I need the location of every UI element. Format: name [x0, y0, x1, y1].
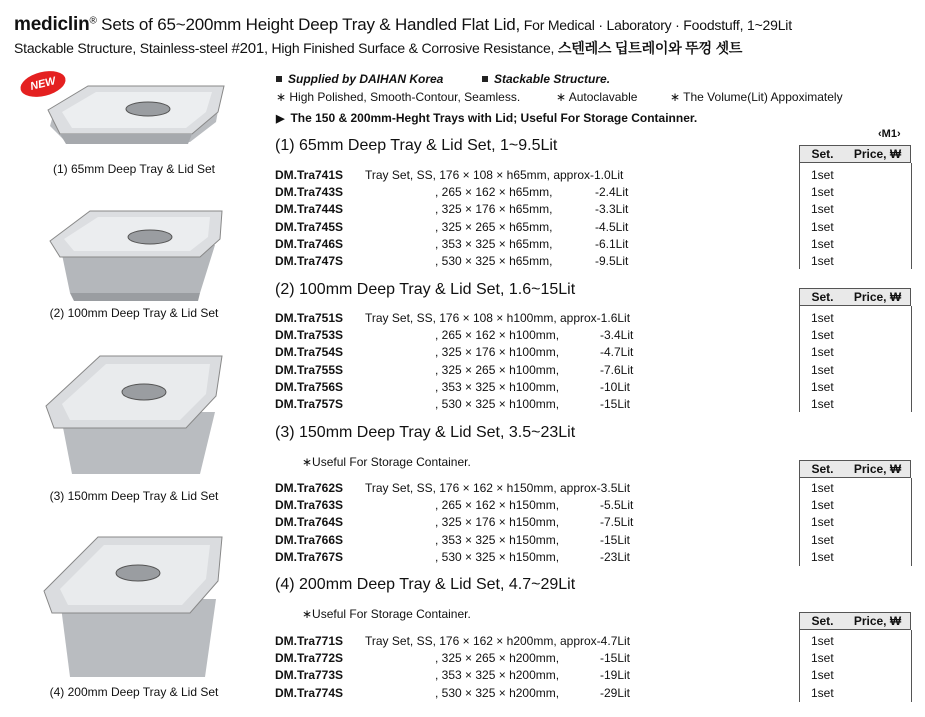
page-title: mediclin® Sets of 65~200mm Height Deep Tray & Handled Flat Lid, For Medical · Laboratory · Foodstuff, 1~29Lit	[14, 14, 792, 35]
column-divider	[799, 478, 800, 566]
cell-set: 1set	[811, 202, 834, 217]
model-tag: ‹M1›	[878, 128, 901, 140]
cell-vol: -7.5Lit	[600, 515, 634, 530]
cell-set: 1set	[811, 634, 834, 648]
cell-code: DM.Tra754S	[275, 345, 344, 360]
cell-code: DM.Tra746S	[275, 236, 344, 251]
cell-code: DM.Tra762S	[275, 481, 344, 495]
feature-polished: ∗ High Polished, Smooth-Contour, Seamless.	[276, 90, 521, 104]
cell-code: DM.Tra741S	[275, 168, 344, 182]
triangle-bullet-icon: ▶	[276, 113, 285, 125]
caption-200mm: (4) 200mm Deep Tray & Lid Set	[49, 685, 219, 699]
cell-vol: -9.5Lit	[595, 254, 629, 268]
cell-code: DM.Tra774S	[275, 685, 344, 700]
cell-desc: Tray Set, SS, 176 × 162 × h150mm, approx-3.5Lit	[365, 481, 631, 495]
tray-200mm-image	[40, 535, 230, 681]
cell-dim: , 325 × 176 × h150mm,	[435, 515, 560, 530]
cell-vol: -3.4Lit	[600, 328, 634, 343]
cell-code: DM.Tra771S	[275, 634, 344, 648]
cell-set: 1set	[811, 219, 834, 234]
cell-set: 1set	[811, 498, 834, 513]
cell-code: DM.Tra772S	[275, 651, 344, 666]
cell-desc: Tray Set, SS, 176 × 108 × h100mm, approx-1.6Lit	[365, 311, 631, 325]
tray-150mm-image	[40, 352, 230, 480]
cell-dim: , 353 × 325 × h200mm,	[435, 668, 560, 683]
cell-set: 1set	[811, 397, 834, 411]
cell-code: DM.Tra773S	[275, 668, 344, 683]
table-header: Set. Price, ₩	[799, 288, 911, 306]
caption-150mm: (3) 150mm Deep Tray & Lid Set	[49, 489, 219, 503]
cell-vol: -2.4Lit	[595, 185, 629, 200]
cell-set: 1set	[811, 236, 834, 251]
cell-dim: , 325 × 176 × h100mm,	[435, 345, 560, 360]
cell-vol: -15Lit	[600, 532, 631, 547]
cell-dim: , 325 × 265 × h200mm,	[435, 651, 560, 666]
cell-vol: -4.7Lit	[600, 345, 634, 360]
cell-dim: , 265 × 162 × h100mm,	[435, 328, 560, 343]
column-divider	[799, 306, 800, 412]
cell-dim: , 353 × 325 × h100mm,	[435, 379, 560, 394]
cell-set: 1set	[811, 481, 834, 495]
cell-set: 1set	[811, 345, 834, 360]
cell-set: 1set	[811, 185, 834, 200]
cell-dim: , 353 × 325 × h150mm,	[435, 532, 560, 547]
square-bullet-icon	[482, 76, 488, 82]
section-title-200mm: (4) 200mm Deep Tray & Lid Set, 4.7~29Lit	[275, 576, 576, 593]
cell-code: DM.Tra764S	[275, 515, 344, 530]
square-bullet-icon	[276, 76, 282, 82]
cell-dim: , 353 × 325 × h65mm,	[435, 236, 553, 251]
tray-100mm-image	[40, 205, 230, 305]
cell-set: 1set	[811, 379, 834, 394]
cell-dim: , 530 × 325 × h100mm,	[435, 397, 560, 411]
cell-dim: , 530 × 325 × h150mm,	[435, 549, 560, 564]
cell-code: DM.Tra763S	[275, 498, 344, 513]
cell-vol: -6.1Lit	[595, 236, 629, 251]
tray-65mm-image	[40, 82, 230, 152]
cell-desc: Tray Set, SS, 176 × 108 × h65mm, approx-1.0Lit	[365, 168, 624, 182]
column-divider	[911, 306, 912, 412]
cell-set: 1set	[811, 549, 834, 564]
new-badge: NEW	[18, 67, 68, 101]
table-header: Set. Price, ₩	[799, 460, 911, 478]
column-divider	[911, 478, 912, 566]
cell-vol: -23Lit	[600, 549, 631, 564]
cell-set: 1set	[811, 532, 834, 547]
cell-code: DM.Tra766S	[275, 532, 344, 547]
column-divider	[911, 163, 912, 269]
caption-65mm: (1) 65mm Deep Tray & Lid Set	[52, 162, 216, 176]
cell-code: DM.Tra751S	[275, 311, 344, 325]
cell-vol: -19Lit	[600, 668, 631, 683]
cell-vol: -10Lit	[600, 379, 631, 394]
feature-supplied: Supplied by DAIHAN Korea	[276, 72, 443, 86]
cell-set: 1set	[811, 311, 834, 325]
cell-vol: -29Lit	[600, 685, 631, 700]
cell-vol: -15Lit	[600, 651, 631, 666]
cell-set: 1set	[811, 651, 834, 666]
cell-set: 1set	[811, 254, 834, 268]
table-header: Set. Price, ₩	[799, 145, 911, 163]
cell-code: DM.Tra753S	[275, 328, 344, 343]
storage-note: ∗Useful For Storage Container.	[302, 607, 471, 621]
table-header: Set. Price, ₩	[799, 612, 911, 630]
cell-desc: Tray Set, SS, 176 × 162 × h200mm, approx-4.7Lit	[365, 634, 631, 648]
cell-vol: -3.3Lit	[595, 202, 629, 217]
cell-set: 1set	[811, 362, 834, 377]
cell-vol: -4.5Lit	[595, 219, 629, 234]
section-title-65mm: (1) 65mm Deep Tray & Lid Set, 1~9.5Lit	[275, 137, 558, 154]
section-title-100mm: (2) 100mm Deep Tray & Lid Set, 1.6~15Lit	[275, 281, 576, 298]
cell-code: DM.Tra744S	[275, 202, 344, 217]
cell-code: DM.Tra755S	[275, 362, 344, 377]
cell-dim: , 325 × 265 × h100mm,	[435, 362, 560, 377]
cell-dim: , 530 × 325 × h200mm,	[435, 685, 560, 700]
column-divider	[799, 163, 800, 269]
cell-set: 1set	[811, 168, 834, 182]
cell-code: DM.Tra767S	[275, 549, 344, 564]
caption-100mm: (2) 100mm Deep Tray & Lid Set	[49, 306, 219, 320]
cell-code: DM.Tra743S	[275, 185, 344, 200]
feature-stackable: Stackable Structure.	[482, 72, 610, 86]
storage-note: ∗Useful For Storage Container.	[302, 455, 471, 469]
section-title-150mm: (3) 150mm Deep Tray & Lid Set, 3.5~23Lit	[275, 424, 576, 441]
cell-vol: -15Lit	[600, 397, 631, 411]
cell-dim: , 530 × 325 × h65mm,	[435, 254, 553, 268]
feature-volume: ∗ The Volume(Lit) Appoximately	[670, 90, 843, 104]
cell-dim: , 265 × 162 × h65mm,	[435, 185, 553, 200]
cell-code: DM.Tra756S	[275, 379, 344, 394]
column-divider	[911, 630, 912, 702]
cell-code: DM.Tra747S	[275, 254, 344, 268]
cell-set: 1set	[811, 515, 834, 530]
cell-code: DM.Tra757S	[275, 397, 344, 411]
cell-vol: -5.5Lit	[600, 498, 634, 513]
cell-dim: , 325 × 265 × h65mm,	[435, 219, 553, 234]
cell-set: 1set	[811, 685, 834, 700]
cell-dim: , 325 × 176 × h65mm,	[435, 202, 553, 217]
page-subtitle: Stackable Structure, Stainless-steel #201, High Finished Surface & Corrosive Resistance, 스텐레스 딥트레이와 뚜껑 셋트	[14, 40, 743, 57]
cell-dim: , 265 × 162 × h150mm,	[435, 498, 560, 513]
feature-storage: ▶ The 150 & 200mm-Heght Trays with Lid; Useful For Storage Containner.	[276, 111, 698, 125]
feature-autoclavable: ∗ Autoclavable	[556, 90, 638, 104]
cell-set: 1set	[811, 668, 834, 683]
cell-set: 1set	[811, 328, 834, 343]
column-divider	[799, 630, 800, 702]
cell-vol: -7.6Lit	[600, 362, 634, 377]
cell-code: DM.Tra745S	[275, 219, 344, 234]
